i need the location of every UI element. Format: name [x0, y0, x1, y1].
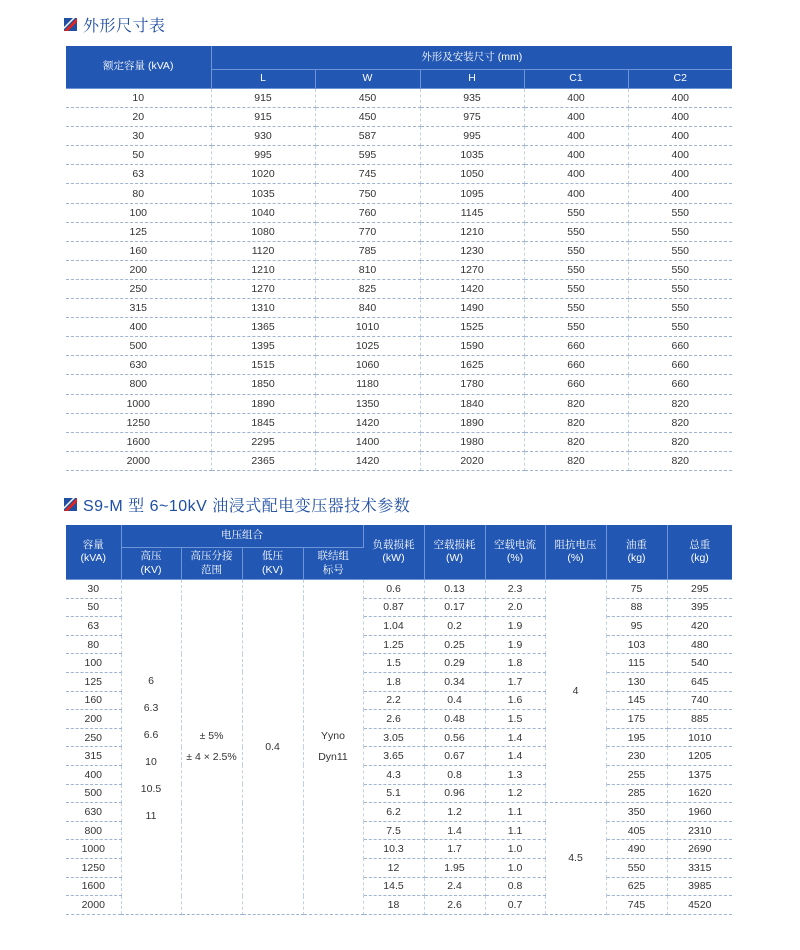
table-cell: 915: [211, 108, 315, 127]
table-cell: 1395: [211, 337, 315, 356]
table-cell: 587: [315, 127, 420, 146]
table-cell: 1060: [315, 356, 420, 375]
load-loss-cell: 2.2: [363, 691, 424, 710]
oil-weight-cell: 490: [606, 840, 667, 859]
table-cell: 550: [628, 241, 732, 260]
total-weight-cell: 420: [667, 617, 732, 636]
noload-loss-cell: 0.2: [424, 617, 485, 636]
table-cell: 1270: [420, 260, 524, 279]
noload-current-cell: 0.7: [485, 896, 545, 915]
lv-cell: 0.4: [242, 580, 303, 915]
table-row: [66, 394, 732, 413]
table-row: [66, 165, 732, 184]
table-cell: 660: [628, 356, 732, 375]
noload-loss-cell: 1.4: [424, 821, 485, 840]
table-cell: 1095: [420, 184, 524, 203]
table-row: [66, 89, 732, 108]
noload-current-cell: 1.4: [485, 728, 545, 747]
col-header-w: W: [315, 70, 420, 89]
table-cell: 750: [315, 184, 420, 203]
table-row: [66, 184, 732, 203]
total-weight-cell: 2310: [667, 821, 732, 840]
table-cell: 550: [524, 318, 628, 337]
oil-weight-cell: 405: [606, 821, 667, 840]
table-row: [66, 127, 732, 146]
oil-weight-cell: 550: [606, 858, 667, 877]
col-header-voltage-group: 电压组合: [121, 525, 363, 548]
table-cell: 820: [628, 394, 732, 413]
table-cell: 930: [211, 127, 315, 146]
table-cell: 935: [420, 89, 524, 108]
table-cell: 660: [628, 337, 732, 356]
table-cell: 63: [66, 165, 211, 184]
oil-weight-cell: 95: [606, 617, 667, 636]
conn-value: Yyno: [321, 729, 345, 742]
table-cell: 1850: [211, 375, 315, 394]
noload-loss-cell: 0.67: [424, 747, 485, 766]
table-cell: 785: [315, 241, 420, 260]
table-row: [66, 299, 732, 318]
table-cell: 630: [66, 356, 211, 375]
table-cell: 500: [66, 337, 211, 356]
capacity-cell: 200: [66, 710, 121, 729]
total-weight-cell: 885: [667, 710, 732, 729]
load-loss-cell: 0.87: [363, 598, 424, 617]
table-cell: 550: [524, 260, 628, 279]
table-row: [66, 108, 732, 127]
load-loss-cell: 1.25: [363, 635, 424, 654]
table-cell: 1035: [211, 184, 315, 203]
capacity-cell: 315: [66, 747, 121, 766]
capacity-cell: 30: [66, 580, 121, 599]
table-cell: 2295: [211, 432, 315, 451]
parameters-table: [66, 525, 732, 915]
total-weight-cell: 480: [667, 635, 732, 654]
noload-loss-cell: 1.7: [424, 840, 485, 859]
noload-loss-cell: 0.8: [424, 765, 485, 784]
table-cell: 550: [628, 299, 732, 318]
total-weight-cell: 1375: [667, 765, 732, 784]
total-weight-cell: 540: [667, 654, 732, 673]
table-cell: 1625: [420, 356, 524, 375]
total-weight-cell: 3315: [667, 858, 732, 877]
table-cell: 400: [524, 165, 628, 184]
table-cell: 550: [628, 279, 732, 298]
capacity-cell: 50: [66, 598, 121, 617]
table-cell: 1590: [420, 337, 524, 356]
table-cell: 1420: [420, 279, 524, 298]
col-header-group: 外形及安装尺寸 (mm): [211, 46, 732, 70]
load-loss-cell: 4.3: [363, 765, 424, 784]
col-header-tap: 高压分接 范围: [181, 548, 242, 580]
table-cell: 660: [628, 375, 732, 394]
table-cell: 1840: [420, 394, 524, 413]
table-cell: 50: [66, 146, 211, 165]
oil-weight-cell: 75: [606, 580, 667, 599]
col-header-lv: 低压 (KV): [242, 548, 303, 580]
table-row: [66, 337, 732, 356]
load-loss-cell: 3.05: [363, 728, 424, 747]
table-cell: 1020: [211, 165, 315, 184]
hv-value: 6.3: [143, 701, 159, 714]
load-loss-cell: 7.5: [363, 821, 424, 840]
total-weight-cell: 1960: [667, 803, 732, 822]
table-cell: 250: [66, 279, 211, 298]
table-cell: 820: [524, 413, 628, 432]
table-row: [66, 146, 732, 165]
table-cell: 1350: [315, 394, 420, 413]
table-cell: 1025: [315, 337, 420, 356]
capacity-cell: 100: [66, 654, 121, 673]
table-row: [66, 203, 732, 222]
noload-current-cell: 1.2: [485, 784, 545, 803]
table-cell: 820: [628, 432, 732, 451]
noload-current-cell: 2.3: [485, 580, 545, 599]
table-cell: 550: [524, 241, 628, 260]
noload-current-cell: 1.8: [485, 654, 545, 673]
table-cell: 1310: [211, 299, 315, 318]
tap-value: ± 5%: [199, 729, 224, 742]
table-cell: 400: [628, 165, 732, 184]
noload-current-cell: 1.5: [485, 710, 545, 729]
table-cell: 760: [315, 203, 420, 222]
col-header-c1: C1: [524, 70, 628, 89]
load-loss-cell: 14.5: [363, 877, 424, 896]
total-weight-cell: 1620: [667, 784, 732, 803]
table-cell: 1180: [315, 375, 420, 394]
capacity-cell: 400: [66, 765, 121, 784]
table-cell: 1980: [420, 432, 524, 451]
col-header-impedance: 阻抗电压 (%): [545, 525, 606, 580]
noload-current-cell: 1.9: [485, 617, 545, 636]
col-header-hv: 高压 (KV): [121, 548, 181, 580]
hv-value: 10: [145, 755, 157, 768]
oil-weight-cell: 130: [606, 672, 667, 691]
table-cell: 1270: [211, 279, 315, 298]
capacity-cell: 800: [66, 821, 121, 840]
conn-cell: [303, 580, 363, 915]
load-loss-cell: 6.2: [363, 803, 424, 822]
table-cell: 160: [66, 241, 211, 260]
table-cell: 1230: [420, 241, 524, 260]
table-cell: 660: [524, 337, 628, 356]
col-header-h: H: [420, 70, 524, 89]
table-cell: 820: [524, 451, 628, 470]
noload-loss-cell: 1.2: [424, 803, 485, 822]
hv-value: 6.6: [143, 728, 159, 741]
noload-current-cell: 1.6: [485, 691, 545, 710]
table-cell: 80: [66, 184, 211, 203]
table-cell: 2000: [66, 451, 211, 470]
noload-current-cell: 1.1: [485, 803, 545, 822]
capacity-cell: 630: [66, 803, 121, 822]
table-cell: 1525: [420, 318, 524, 337]
table-cell: 1120: [211, 241, 315, 260]
total-weight-cell: 645: [667, 672, 732, 691]
noload-loss-cell: 0.4: [424, 691, 485, 710]
table-cell: 595: [315, 146, 420, 165]
load-loss-cell: 18: [363, 896, 424, 915]
capacity-cell: 1250: [66, 858, 121, 877]
table-cell: 1210: [211, 260, 315, 279]
tap-cell: [181, 580, 242, 915]
capacity-cell: 63: [66, 617, 121, 636]
table-cell: 125: [66, 222, 211, 241]
noload-loss-cell: 2.4: [424, 877, 485, 896]
table-row: [66, 432, 732, 451]
capacity-cell: 1000: [66, 840, 121, 859]
table-cell: 400: [524, 108, 628, 127]
hv-value: 6: [148, 674, 154, 687]
load-loss-cell: 1.04: [363, 617, 424, 636]
table-cell: 915: [211, 89, 315, 108]
total-weight-cell: 3985: [667, 877, 732, 896]
table-cell: 1035: [420, 146, 524, 165]
noload-current-cell: 1.4: [485, 747, 545, 766]
table-cell: 400: [524, 184, 628, 203]
col-header-c2: C2: [628, 70, 732, 89]
table-cell: 660: [524, 356, 628, 375]
table-cell: 1780: [420, 375, 524, 394]
table-row: [66, 222, 732, 241]
table-row: [66, 356, 732, 375]
table-row: [66, 580, 732, 599]
table-row: [66, 413, 732, 432]
oil-weight-cell: 103: [606, 635, 667, 654]
table-row: [66, 260, 732, 279]
table-cell: 400: [524, 127, 628, 146]
oil-weight-cell: 285: [606, 784, 667, 803]
noload-current-cell: 2.0: [485, 598, 545, 617]
table-cell: 550: [628, 203, 732, 222]
load-loss-cell: 2.6: [363, 710, 424, 729]
oil-weight-cell: 88: [606, 598, 667, 617]
noload-loss-cell: 2.6: [424, 896, 485, 915]
table-cell: 400: [628, 108, 732, 127]
noload-loss-cell: 0.34: [424, 672, 485, 691]
table-cell: 800: [66, 375, 211, 394]
impedance-cell: 4.5: [545, 803, 606, 915]
load-loss-cell: 0.6: [363, 580, 424, 599]
table-cell: 770: [315, 222, 420, 241]
table-cell: 820: [524, 432, 628, 451]
table-row: [66, 451, 732, 470]
table-cell: 200: [66, 260, 211, 279]
conn-value: Dyn11: [318, 750, 348, 763]
noload-current-cell: 1.9: [485, 635, 545, 654]
table-cell: 995: [211, 146, 315, 165]
capacity-cell: 500: [66, 784, 121, 803]
table-cell: 1050: [420, 165, 524, 184]
table-row: [66, 241, 732, 260]
section-marker-icon: [64, 18, 77, 31]
table-cell: 400: [524, 89, 628, 108]
capacity-cell: 1600: [66, 877, 121, 896]
tap-value: ± 4 × 2.5%: [186, 750, 237, 763]
capacity-cell: 2000: [66, 896, 121, 915]
hv-cell: [121, 580, 181, 915]
table-cell: 100: [66, 203, 211, 222]
noload-loss-cell: 0.56: [424, 728, 485, 747]
table-cell: 1000: [66, 394, 211, 413]
table-cell: 400: [628, 127, 732, 146]
table-cell: 10: [66, 89, 211, 108]
section-title-text: S9-M 型 6~10kV 油浸式配电变压器技术参数: [83, 498, 411, 515]
table-row: [66, 375, 732, 394]
table-cell: 820: [628, 451, 732, 470]
col-header-oil-weight: 油重 (kg): [606, 525, 667, 580]
table-cell: 1080: [211, 222, 315, 241]
col-header-l: L: [211, 70, 315, 89]
col-header-total-weight: 总重 (kg): [667, 525, 732, 580]
noload-loss-cell: 1.95: [424, 858, 485, 877]
table-cell: 840: [315, 299, 420, 318]
section-title-s9m: [64, 493, 410, 516]
section-title-dimensions: [64, 13, 166, 36]
noload-current-cell: 1.7: [485, 672, 545, 691]
col-header-capacity: 容量 (kVA): [66, 525, 121, 580]
table-cell: 975: [420, 108, 524, 127]
table-cell: 550: [524, 279, 628, 298]
oil-weight-cell: 175: [606, 710, 667, 729]
noload-current-cell: 0.8: [485, 877, 545, 896]
section-title-text: 外形尺寸表: [83, 18, 166, 35]
oil-weight-cell: 115: [606, 654, 667, 673]
noload-loss-cell: 0.13: [424, 580, 485, 599]
table-cell: 1420: [315, 451, 420, 470]
table-cell: 400: [66, 318, 211, 337]
table-cell: 30: [66, 127, 211, 146]
table-cell: 1890: [420, 413, 524, 432]
table-cell: 1365: [211, 318, 315, 337]
table-cell: 550: [524, 222, 628, 241]
load-loss-cell: 10.3: [363, 840, 424, 859]
oil-weight-cell: 145: [606, 691, 667, 710]
total-weight-cell: 2690: [667, 840, 732, 859]
table-cell: 1890: [211, 394, 315, 413]
load-loss-cell: 3.65: [363, 747, 424, 766]
oil-weight-cell: 230: [606, 747, 667, 766]
table-cell: 1490: [420, 299, 524, 318]
total-weight-cell: 295: [667, 580, 732, 599]
table-cell: 550: [628, 260, 732, 279]
col-header-load-loss: 负载损耗 (kW): [363, 525, 424, 580]
table-cell: 550: [524, 299, 628, 318]
load-loss-cell: 1.8: [363, 672, 424, 691]
table-cell: 1845: [211, 413, 315, 432]
hv-value: 11: [145, 809, 157, 822]
dimensions-table: [66, 46, 732, 471]
section-marker-icon: [64, 498, 77, 511]
noload-current-cell: 1.3: [485, 765, 545, 784]
table-cell: 400: [628, 184, 732, 203]
table-cell: 820: [628, 413, 732, 432]
table-cell: 1040: [211, 203, 315, 222]
table-row: [66, 279, 732, 298]
oil-weight-cell: 745: [606, 896, 667, 915]
table-cell: 315: [66, 299, 211, 318]
table-cell: 825: [315, 279, 420, 298]
table-cell: 2020: [420, 451, 524, 470]
noload-loss-cell: 0.17: [424, 598, 485, 617]
table-cell: 2365: [211, 451, 315, 470]
capacity-cell: 250: [66, 728, 121, 747]
noload-current-cell: 1.1: [485, 821, 545, 840]
noload-loss-cell: 0.48: [424, 710, 485, 729]
table-cell: 400: [524, 146, 628, 165]
col-header-noload-current: 空载电流 (%): [485, 525, 545, 580]
table-cell: 1420: [315, 413, 420, 432]
noload-loss-cell: 0.29: [424, 654, 485, 673]
table-cell: 550: [524, 203, 628, 222]
table-row: [66, 318, 732, 337]
table-cell: 1210: [420, 222, 524, 241]
total-weight-cell: 1010: [667, 728, 732, 747]
hv-value: 10.5: [140, 782, 162, 795]
load-loss-cell: 5.1: [363, 784, 424, 803]
table-cell: 400: [628, 89, 732, 108]
load-loss-cell: 1.5: [363, 654, 424, 673]
noload-loss-cell: 0.25: [424, 635, 485, 654]
col-header-capacity: 额定容量 (kVA): [66, 46, 211, 89]
noload-current-cell: 1.0: [485, 858, 545, 877]
table-cell: 1600: [66, 432, 211, 451]
oil-weight-cell: 195: [606, 728, 667, 747]
load-loss-cell: 12: [363, 858, 424, 877]
table-cell: 550: [628, 318, 732, 337]
oil-weight-cell: 625: [606, 877, 667, 896]
total-weight-cell: 4520: [667, 896, 732, 915]
table-cell: 995: [420, 127, 524, 146]
table-cell: 660: [524, 375, 628, 394]
table-cell: 1145: [420, 203, 524, 222]
table-cell: 745: [315, 165, 420, 184]
capacity-cell: 80: [66, 635, 121, 654]
total-weight-cell: 395: [667, 598, 732, 617]
table-cell: 450: [315, 89, 420, 108]
table-cell: 1250: [66, 413, 211, 432]
col-header-noload-loss: 空载损耗 (W): [424, 525, 485, 580]
oil-weight-cell: 255: [606, 765, 667, 784]
col-header-conn: 联结组 标号: [303, 548, 363, 580]
table-cell: 820: [524, 394, 628, 413]
table-cell: 550: [628, 222, 732, 241]
table-cell: 810: [315, 260, 420, 279]
capacity-cell: 160: [66, 691, 121, 710]
table-cell: 1515: [211, 356, 315, 375]
table-cell: 1400: [315, 432, 420, 451]
table-cell: 450: [315, 108, 420, 127]
total-weight-cell: 740: [667, 691, 732, 710]
impedance-cell: 4: [545, 580, 606, 803]
table-cell: 1010: [315, 318, 420, 337]
noload-loss-cell: 0.96: [424, 784, 485, 803]
total-weight-cell: 1205: [667, 747, 732, 766]
noload-current-cell: 1.0: [485, 840, 545, 859]
table-cell: 400: [628, 146, 732, 165]
oil-weight-cell: 350: [606, 803, 667, 822]
table-cell: 20: [66, 108, 211, 127]
capacity-cell: 125: [66, 672, 121, 691]
